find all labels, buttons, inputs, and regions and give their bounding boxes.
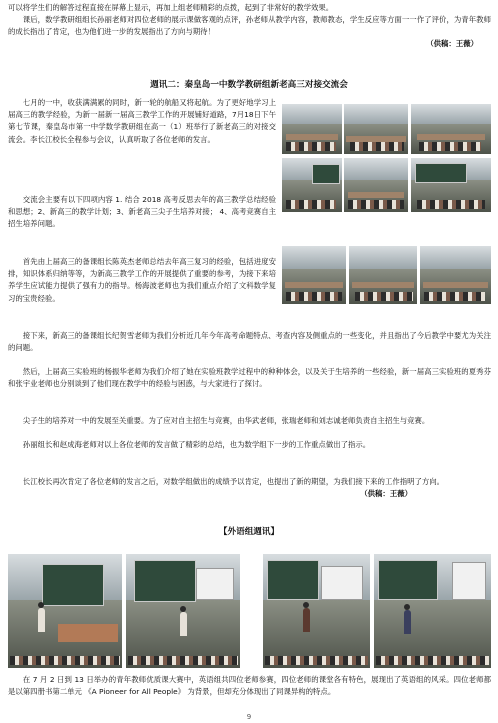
section-heading: 週讯二：秦皇岛一中数学教研组新老高三对接交流会 <box>150 80 348 90</box>
section-credit: （供稿：王薇） <box>360 489 412 498</box>
section-heading: 【外语组週讯】 <box>218 527 280 537</box>
meeting-photo <box>282 158 342 212</box>
section-paragraph: 首先由上届高三的备课组长陈英杰老师总结去年高三复习的经验，包括进度安排，知识体系归纳等等，为新高三教学工作的开展提供了重要的参考，为接下来培养学生应试能力提供了强有力的指导。杨海波老师也为我们重点介绍了文科数学复习的宝贵经验。 <box>8 257 276 303</box>
section-paragraph: 然后，上届高三实验班的杨振华老师为我们介绍了她在实验班教学过程中的种种体会，以及关于生培养的一些经验，新一届高三实验班的夏秀芬和张宇业老师也分别谈到了他们现在教学中的经验与困惑，与大家进行了探讨。 <box>8 367 491 389</box>
section-paragraph: 交流会主要有以下四项内容 1. 结合 2018 高考反思去年的高三教学总结经验和思想；2、新高三的教学计划；3、新老高三尖子生培养对接； 4、高考竞赛自主招生培养问题。 <box>8 195 276 229</box>
classroom-photo <box>374 554 491 668</box>
section-paragraph: 在 7 月 2 日到 13 日举办的青年教师优质课大赛中，英语组共四位老师参赛，四位老师的课堂各有特色，展现出了英语组的风采。四位老师都是以第四册书第二单元 《A Pioneer for All People》 为背景，但却充分体现出了同课异构的特点。 <box>8 675 491 697</box>
section-paragraph: 孙丽组长和赵成海老师对以上各位老师的发言做了精彩的总结，也为数学组下一步的工作重点做出了指示。 <box>22 440 371 449</box>
section-paragraph: 长江校长再次肯定了各位老师的发言之后，对数学组做出的成绩予以肯定，也提出了新的期望，为我们接下来的工作指明了方向。 <box>22 477 445 486</box>
meeting-photo <box>282 104 342 154</box>
meeting-photo <box>420 246 491 304</box>
intro-credit: （供稿：王薇） <box>426 39 478 48</box>
intro-paragraph: 课后，数学教研组组长孙丽老师对四位老师的展示课做客观的点评，孙老师从教学内容，教师教态，学生反应等方面一一作了评价，为青年教师的成长指出了肯定，也为他们进一步的发展指出了方向与期待！ <box>8 15 491 37</box>
classroom-photo <box>263 554 370 668</box>
meeting-photo <box>349 246 417 304</box>
meeting-photo <box>282 246 346 304</box>
meeting-photo <box>344 158 408 212</box>
meeting-photo <box>344 104 408 154</box>
meeting-photo <box>411 104 491 154</box>
classroom-photo <box>8 554 122 668</box>
page-number: 9 <box>246 713 252 721</box>
section-paragraph: 接下来，新高三的备课组长纪贺雪老师为我们分析近几年今年高考命题特点、考查内容及侧重点的一些变化，并且指出了今后教学中要尤为关注的问题。 <box>8 331 491 353</box>
section-paragraph: 七月的一中，收获满满累的同时，新一轮的航船又将起航。为了更好地学习上届高三的教学经验，为新一届新一届高三教学工作的开展铺好道路，7月18日下午第七节课，秦皇岛市第一中学数学教研组在高一（1）班举行了新老高三的对接交流会。李长江校长全程参与会议，认真听取了各位老师的发言。 <box>8 98 276 144</box>
intro-line: 可以将学生们的解答过程直接在屏幕上显示，再加上组老师精彩的点拨，起到了非常好的教学效果。 <box>8 3 334 12</box>
meeting-photo <box>411 158 491 212</box>
classroom-photo <box>126 554 240 668</box>
section-paragraph: 尖子生的培养对一中的发展至关重要。为了应对自主招生与竞赛，由华武老师，张瑞老师和刘志诚老师负责自主招生与竞赛。 <box>22 416 430 425</box>
